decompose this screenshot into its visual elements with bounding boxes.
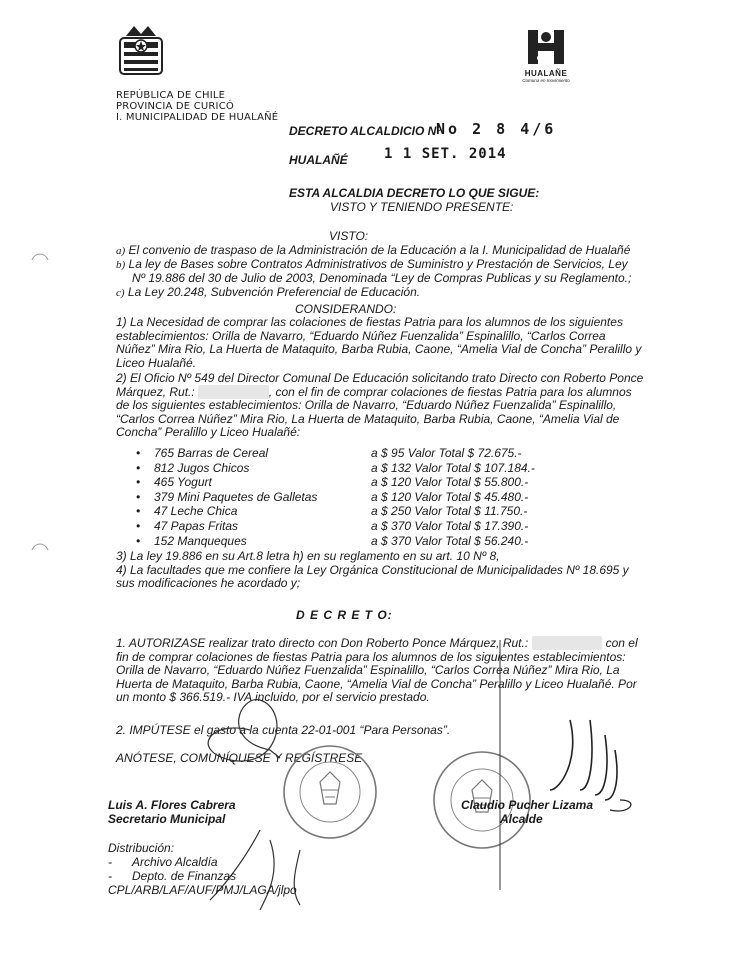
visto-list bbox=[116, 244, 716, 300]
distribution-item: - Depto. de Finanzas bbox=[108, 869, 237, 883]
punch-mark-icon bbox=[30, 540, 50, 560]
list-item: • 152 Manqueques a $ 370 Valor Total $ 56.240.- bbox=[136, 533, 529, 548]
distribution-item: - Archivo Alcaldía bbox=[108, 855, 218, 869]
redacted-rut: 14.233.161-7 bbox=[198, 384, 269, 399]
decree-opening-2: VISTO Y TENIENDO PRESENTE: bbox=[330, 200, 514, 214]
decree-place: HUALAÑÉ bbox=[289, 153, 348, 167]
decreto-closing: ANÓTESE, COMUNÍQUESE Y REGÍSTRESE bbox=[116, 751, 363, 765]
considerando-p2: 2) El Oficio Nº 549 del Director Comunal De Educación solicitando trato Directo con Roberto Ponce Márquez, Rut.: 14.233.161-7, con el fin de comprar colaciones de fiestas Patria para los alumnos de los siguientes establecimientos: Orilla de Navarro, “Eduardo Núñez Fuenzalida” Espinalillo, “Carlos Correa Núñez” Mira Rio, La Huerta de Mataquito, Barba Rubia, Caone, “Amelia Vial de Concha” Peralillo y Liceo Hualañé: bbox=[116, 371, 644, 440]
decreto-p2: 2. IMPÚTESE el gasto a la cuenta 22-01-001 “Para Personas”. bbox=[116, 723, 451, 737]
list-item: • 765 Barras de Cereal a $ 95 Valor Total $ 72.675.- bbox=[136, 446, 522, 460]
list-item: • 465 Yogurt a $ 120 Valor Total $ 55.800.- bbox=[136, 475, 529, 490]
date-stamp: 1 1 SET. 2014 bbox=[384, 146, 507, 162]
list-item: • 812 Jugos Chicos a $ 132 Valor Total $ 107.184.- bbox=[136, 460, 535, 475]
mayor-role: Alcalde bbox=[500, 812, 543, 826]
visto-item: a) El convenio de traspaso de la Administración de la Educación a la I. Municipalidad de Hualañé bbox=[116, 243, 631, 257]
decreto-p1: 1. AUTORIZASE realizar trato directo con Don Roberto Ponce Márquez, Rut.: 14.233.161-7 con el fin de comprar colaciones de fiestas Patria para los alumnos de los siguientes establecimientos: Orilla de Navarro, “Eduardo Núñez Fuenzalida” Espinalillo, “Carlos Correa Núñez” Mira Rio, La Huerta de Mataquito, Barba Rubia, Caone, “Amelia Vial de Concha” Peralillo y Liceo Hualañé. Por un monto $ 366.519.- IVA incluido, por el servicio prestado. bbox=[116, 636, 638, 705]
list-item: • 379 Mini Paquetes de Galletas a $ 120 Valor Total $ 45.480.- bbox=[136, 489, 529, 504]
issuer-block bbox=[116, 90, 278, 123]
list-item: • 47 Papas Fritas a $ 370 Valor Total $ 17.390.- bbox=[136, 518, 529, 533]
visto-item: b) La ley de Bases sobre Contratos Administrativos de Suministro y Prestación de Servicios, Ley bbox=[116, 257, 628, 271]
decreto-heading: D E C R E T O: bbox=[296, 608, 393, 622]
purchase-items-list bbox=[136, 446, 556, 548]
redacted-rut: 14.233.161-7 bbox=[531, 636, 603, 650]
province-line: PROVINCIA DE CURICÓ bbox=[116, 101, 234, 112]
logo-tagline: Comuna en movimiento bbox=[522, 78, 570, 83]
secretary-name: Luis A. Flores Cabrera bbox=[108, 798, 236, 812]
considerando-p1: 1) La Necesidad de comprar las colaciones de fiestas Patria para los alumnos de los siguientes establecimientos: Orilla de Navarro, “Eduardo Núñez Fuenzalida” Espinalillo, “Carlos Correa Núñez” Mira Rio, La Huerta de Mataquito, Barba Rubia, Caone, “Amelia Vial de Concha” Peralillo y Liceo Hualañé. bbox=[116, 315, 642, 370]
municipality-line: I. MUNICIPALIDAD DE HUALAÑÉ bbox=[116, 112, 279, 123]
punch-mark-icon bbox=[30, 250, 50, 270]
coat-of-arms-icon bbox=[116, 24, 166, 78]
visto-item-continued: Nº 19.886 del 30 de Julio de 2003, Denominada “Ley de Compras Publicas y su Reglamento.; bbox=[132, 271, 632, 285]
decree-label: DECRETO ALCALDICIO Nº bbox=[289, 124, 441, 138]
decree-opening: ESTA ALCALDIA DECRETO LO QUE SIGUE: bbox=[289, 186, 540, 200]
considerando-p3-p4: 3) La ley 19.886 en su Art.8 letra h) en su reglamento en su art. 10 Nº 8, 4) La facultades que me confiere la Ley Orgánica Constitucional de Municipalidades Nº 18.695 y sus modificaciones he acordado y; bbox=[116, 549, 629, 591]
visto-item: c) La Ley 20.248, Subvención Preferencial de Educación. bbox=[116, 285, 421, 299]
decree-number: No 2 8 4/6 bbox=[436, 120, 557, 138]
hualane-logo-icon bbox=[526, 28, 566, 66]
distribution-heading: Distribución: bbox=[108, 841, 175, 855]
republic-line: REPÚBLICA DE CHILE bbox=[116, 90, 226, 101]
visto-heading: VISTO: bbox=[329, 229, 369, 243]
secretary-role: Secretario Municipal bbox=[108, 812, 226, 826]
hualane-logo bbox=[516, 28, 576, 90]
distribution-initials: CPL/ARB/LAF/AUF/PMJ/LAGA/jlpo bbox=[108, 883, 297, 897]
considerando-heading: CONSIDERANDO: bbox=[295, 302, 397, 316]
logo-name: HUALAÑE bbox=[524, 69, 568, 78]
list-item: • 47 Leche Chica a $ 250 Valor Total $ 11.750.- bbox=[136, 504, 528, 519]
mayor-name: Claudio Pucher Lizama bbox=[461, 798, 594, 812]
